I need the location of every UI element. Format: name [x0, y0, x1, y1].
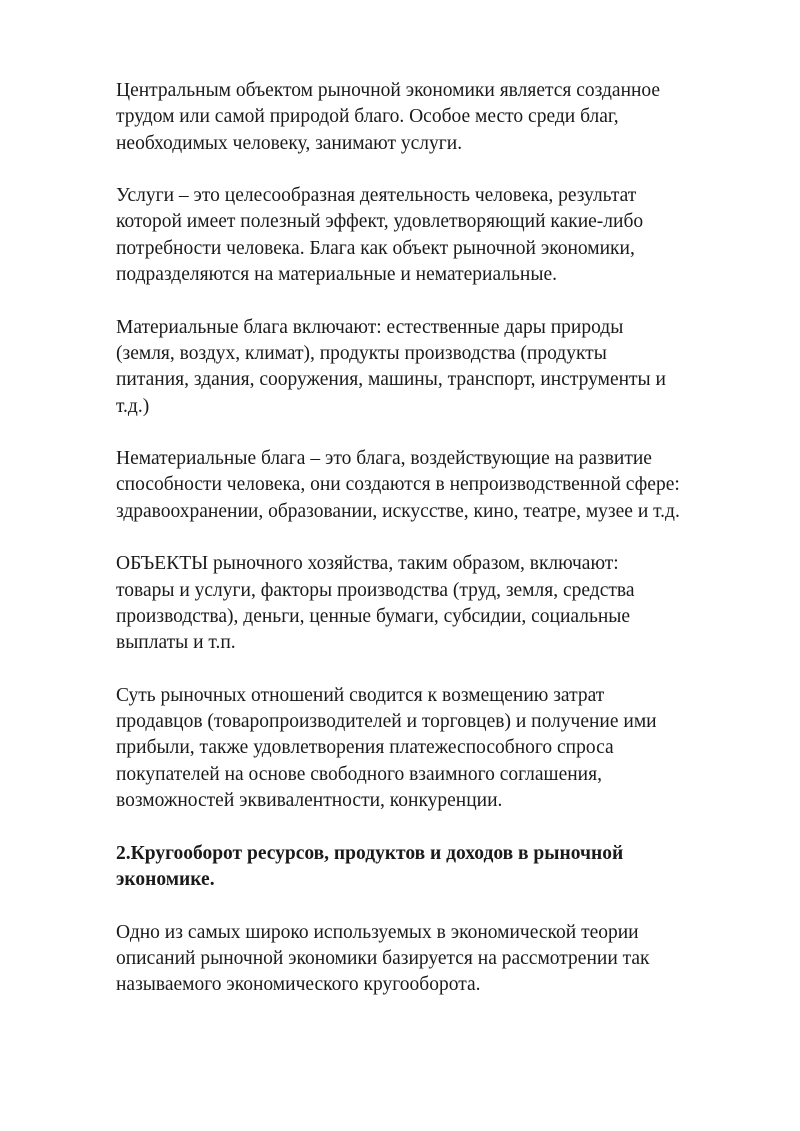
paragraph-central-object: Центральным объектом рыночной экономики является созданное трудом или самой природой благо. Особое место среди благ, необходимых человеку, занимают услуги.: [116, 80, 661, 154]
section-heading: 2.Кругооборот ресурсов, продуктов и доходов в рыночной экономике.: [116, 842, 624, 890]
paragraph-market-relations: Суть рыночных отношений сводится к возмещению затрат продавцов (товаропроизводителей и торговцев) и получение ими прибыли, также удовлетворения платежеспособного спроса покупателей на основе свободного взаимного соглашения, возможностей эквивалентности, конкуренции.: [116, 684, 657, 812]
paragraph-material-goods: Материальные блага включают: естественные дары природы (земля, воздух, климат), продукты производства (продукты питания, здания, сооружения, машины, транспорт, инструменты и т.д.): [116, 316, 666, 417]
paragraph-market-objects: ОБЪЕКТЫ рыночного хозяйства, таким образом, включают: товары и услуги, факторы производства (труд, земля, средства производства), деньги, ценные бумаги, субсидии, социальные выплаты и т.п.: [116, 553, 635, 654]
paragraph-services: Услуги – это целесообразная деятельность человека, результат которой имеет полезный эффект, удовлетворяющий какие-либо потребности человека. Блага как объект рыночной экономики, подразделяются на материальные и нематериальные.: [116, 185, 644, 286]
paragraph-nonmaterial-goods: Нематериальные блага – это блага, воздействующие на развитие способности человека, они создаются в непроизводственной сфере: здравоохранении, образовании, искусстве, кино, театре, музее и т.д.: [116, 448, 680, 522]
document-page: [116, 78, 756, 1025]
paragraph-economic-circulation: Одно из самых широко используемых в экономической теории описаний рыночной экономики базируется на рассмотрении так называемого экономического кругооборота.: [116, 921, 650, 996]
